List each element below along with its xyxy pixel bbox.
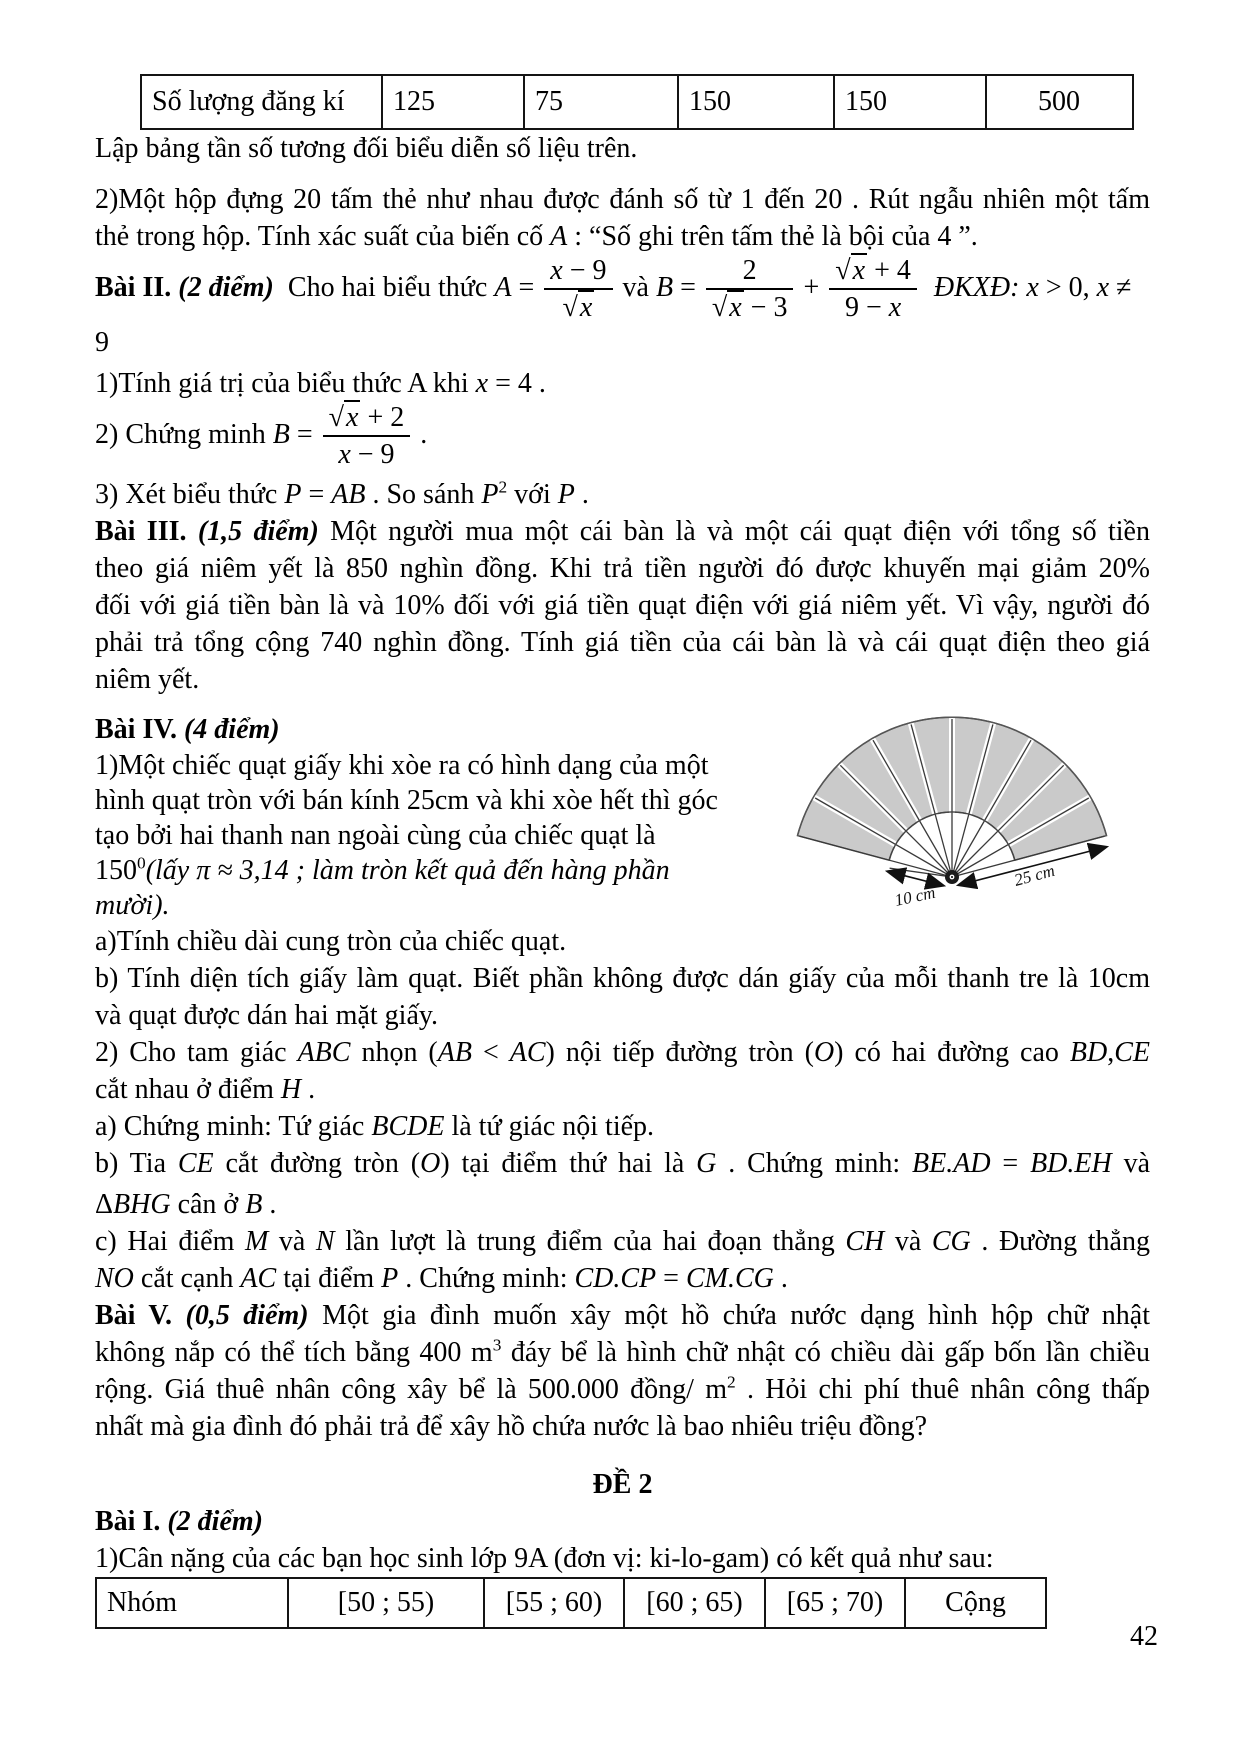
table-cell: 75	[524, 75, 678, 129]
text-run: BD	[1069, 1037, 1108, 1069]
fraction-numerator	[829, 255, 917, 290]
text-run: ABC	[297, 1037, 351, 1069]
bai4-geo-part-c-line-1	[95, 1223, 1150, 1260]
text-run: Một người mua một cái bàn là và một cái quạt điện với tổng số tiền	[318, 516, 1150, 548]
table-cell: [60 ; 65)	[624, 1578, 765, 1628]
text-run: 2) Cho tam giác	[95, 1037, 298, 1069]
text-run: CG	[931, 1226, 971, 1258]
text-run: 150	[95, 855, 137, 887]
text-run: 1)Một chiếc quạt giấy khi xòe ra có hình dạng của một	[95, 750, 709, 782]
text-run: và	[268, 1226, 316, 1258]
text-run: .	[413, 418, 428, 450]
text-run: 9 −	[844, 292, 889, 324]
text-run: M	[244, 1226, 269, 1258]
text-run: 2	[742, 255, 757, 286]
fraction	[703, 255, 797, 324]
text-run: Bài I.	[95, 1506, 168, 1538]
table-row-header: Nhóm	[96, 1578, 288, 1628]
table-cell: 125	[382, 75, 524, 129]
text-run: cắt đường tròn (	[213, 1148, 421, 1180]
text-run: N	[315, 1226, 335, 1258]
text-run: 0	[137, 854, 146, 874]
radicand	[344, 400, 360, 433]
text-run: ĐKXĐ: x	[933, 271, 1039, 303]
bai3-line-2	[95, 550, 1150, 587]
bai5-line-1	[95, 1297, 1150, 1334]
text-run: . Chứng minh:	[716, 1148, 913, 1180]
sqrt-expression	[835, 253, 867, 286]
radical-sign-icon: √	[711, 292, 728, 324]
text-run: (lấy π ≈ 3,14 ; làm tròn kết quả đến hàng phần	[145, 855, 670, 887]
text-run: (2 điểm)	[178, 271, 274, 303]
bai4-geo-part-a	[95, 1108, 1150, 1145]
text-run: . Hỏi chi phí thuê nhân công thấp	[735, 1374, 1150, 1406]
text-run: = 4 .	[488, 367, 546, 399]
text-run: 1)Tính giá trị của biểu thức A khi	[95, 367, 476, 399]
text-run: ) có hai đường cao	[834, 1037, 1070, 1069]
text-run: tại điểm	[276, 1263, 382, 1295]
text-run: B	[655, 271, 674, 303]
text-run: B	[272, 418, 290, 450]
text-run: và	[615, 271, 656, 303]
table-row	[96, 1578, 1046, 1628]
paper-fan-figure	[738, 690, 1162, 936]
fraction	[826, 255, 920, 324]
de2-bai1-intro	[95, 1540, 1150, 1577]
bai4-geo-part-b-line-2	[95, 1186, 1150, 1223]
bai3-line-1	[95, 513, 1150, 550]
text-run: P	[284, 479, 302, 511]
text-run: BCDE	[371, 1111, 445, 1143]
bai4-geo-part-c-line-2	[95, 1260, 1150, 1297]
text-run: đối với giá tiền bàn là và 10% đối với giá tiền quạt điện với giá niêm yết. Vì vậy, người đó	[95, 590, 1150, 622]
bai4-geo-part-b-line-1	[95, 1145, 1150, 1182]
bai4-line-5	[95, 888, 735, 923]
radical-sign-icon: √	[562, 292, 578, 324]
bai2-part-3	[95, 476, 1150, 513]
text-run: b) Tia	[95, 1148, 178, 1180]
text-run: phải trả tổng cộng 740 nghìn đồng. Tính giá tiền của cái bàn là và cái quạt điện theo giá	[95, 627, 1150, 659]
fan-rivet-pin	[951, 876, 953, 878]
text-run: AB	[437, 1037, 472, 1069]
line-lap-bang	[95, 130, 1150, 167]
text-run: x	[550, 255, 563, 286]
text-run: không nắp có thể tích bằng 400 m	[95, 1337, 493, 1369]
text-run: hình quạt tròn với bán kính 25cm và khi xòe hết thì góc	[95, 785, 718, 817]
bai4-part-b-line-1	[95, 960, 1150, 997]
fraction-numerator	[706, 255, 794, 290]
bai4-geometry-line-2	[95, 1071, 1150, 1108]
table-cell: 500	[986, 75, 1133, 129]
table-cell: [50 ; 55)	[288, 1578, 484, 1628]
fraction-numerator	[544, 255, 612, 290]
text-run: NO	[95, 1263, 134, 1295]
table-cell: [55 ; 60)	[484, 1578, 624, 1628]
bai4-line-4	[95, 853, 735, 888]
text-run: BD.EH	[1030, 1148, 1112, 1180]
heading-de-2	[95, 1466, 1150, 1503]
bai2-part-1	[95, 365, 1150, 402]
text-run: Bài IV.	[95, 714, 184, 746]
text-run: O	[420, 1148, 441, 1180]
text-run: x	[729, 292, 742, 324]
bai4-part-b-line-2	[95, 997, 1150, 1034]
bai5-line-4	[95, 1408, 1150, 1445]
bai3-line-3	[95, 587, 1150, 624]
text-run	[920, 272, 934, 303]
table-cell: Cộng	[905, 1578, 1046, 1628]
text-run: ) nội tiếp đường tròn (	[545, 1037, 814, 1069]
text-run: x	[338, 439, 351, 471]
radicand	[727, 290, 743, 323]
bai4-line-1	[95, 748, 735, 783]
bai4-geometry-line-1	[95, 1034, 1150, 1071]
registration-count-table	[140, 74, 1134, 130]
text-run: 2) Chứng minh	[95, 418, 273, 450]
text-run: .	[301, 1074, 316, 1106]
text-run: .	[574, 479, 589, 511]
text-run: lần lượt là trung điểm của hai đoạn thẳng	[334, 1226, 846, 1258]
fraction-denominator	[544, 290, 612, 323]
text-run: 1)Cân nặng của các bạn học sinh lớp 9A (đơn vị: ki-lo-gam) có kết quả như sau:	[95, 1543, 994, 1575]
text-run: tạo bởi hai thanh nan ngoài cùng của chiếc quạt là	[95, 820, 656, 852]
text-run: <	[471, 1037, 510, 1069]
text-run: ĐỀ 2	[592, 1469, 653, 1501]
text-run: x	[346, 401, 359, 433]
text-run: 3	[492, 1336, 502, 1356]
text-run: +	[796, 271, 827, 303]
text-run: .	[773, 1263, 788, 1295]
heading-bai-1-de2	[95, 1503, 1150, 1540]
text-run: a) Chứng minh: Tứ giác	[95, 1111, 372, 1143]
text-run: AC	[240, 1263, 277, 1295]
text-run: cân ở	[170, 1189, 246, 1221]
text-run: − 9	[350, 439, 395, 471]
sqrt-expression	[562, 290, 594, 323]
table-cell: 150	[678, 75, 834, 129]
text-run: với	[507, 479, 558, 511]
table-cell: 150	[834, 75, 986, 129]
text-run: O	[813, 1037, 835, 1069]
text-run: 2	[727, 1373, 736, 1393]
text-run: BHG	[113, 1189, 171, 1221]
fraction	[541, 255, 615, 324]
problem-i2-line-1	[95, 181, 1150, 218]
text-run: > 0,	[1038, 271, 1097, 303]
text-run: 2	[498, 478, 508, 498]
text-run: b) Tính diện tích giấy làm quạt. Biết phần không được dán giấy của mỗi thanh tre là 10cm	[95, 963, 1150, 995]
bai2-part-2-formula	[95, 402, 1150, 471]
text-run: (0,5 điểm)	[185, 1300, 309, 1332]
text-run: và quạt được dán hai mặt giấy.	[95, 1000, 439, 1032]
text-run: − 9	[562, 255, 607, 286]
text-run: rộng. Giá thuê nhân công xây bể là 500.000 đồng/ m	[95, 1374, 727, 1406]
text-run: Bài II.	[95, 271, 179, 303]
text-run: =	[301, 479, 332, 511]
text-run: CM.CG	[685, 1263, 774, 1295]
sqrt-expression	[329, 400, 361, 433]
text-run: CD.CP	[574, 1263, 657, 1295]
text-run: cắt nhau ở điểm	[95, 1074, 281, 1106]
text-run: + 2	[360, 401, 405, 433]
text-run: đáy bể là hình chữ nhật có chiều dài gấp bốn lần chiều	[501, 1337, 1150, 1369]
text-run: . Chứng minh:	[398, 1263, 575, 1295]
table-cell: [65 ; 70)	[765, 1578, 905, 1628]
text-run: =	[289, 418, 320, 450]
text-run: H	[280, 1074, 302, 1106]
fraction-numerator	[323, 402, 411, 437]
fraction	[320, 402, 414, 471]
text-run: =	[673, 271, 703, 303]
radical-sign-icon: √	[328, 401, 345, 433]
text-run: x	[579, 292, 593, 324]
text-run: CE	[1114, 1037, 1150, 1069]
text-run: thẻ trong hộp. Tính xác suất của biến cố	[95, 221, 551, 252]
text-run: a)Tính chiều dài cung tròn của chiếc quạt.	[95, 926, 567, 958]
text-run: G	[696, 1148, 717, 1180]
text-run: mười).	[95, 890, 170, 922]
text-run: =	[656, 1263, 686, 1295]
text-run: nhọn (	[350, 1037, 438, 1069]
text-run: x	[475, 367, 489, 399]
text-run: ) tại điểm thứ hai là	[440, 1148, 697, 1180]
text-run: CE	[177, 1148, 214, 1180]
dimension-label-10cm: 10 cm	[892, 882, 938, 910]
text-run: x	[852, 255, 866, 286]
text-run: c) Hai điểm	[95, 1226, 245, 1258]
text-run: .	[262, 1189, 277, 1221]
text-run: + 4	[867, 255, 911, 286]
text-run: ≠ 9	[95, 271, 1132, 358]
problem-i2-line-2	[95, 218, 1150, 255]
weight-groups-table	[95, 1577, 1047, 1629]
text-run: theo giá niêm yết là 850 nghìn đồng. Khi trả tiền người đó được khuyến mại giảm 20%	[95, 553, 1150, 585]
text-run: P	[381, 1263, 399, 1295]
text-run: P	[557, 479, 575, 511]
heading-bai-2-formula	[95, 255, 1150, 361]
text-run: : “Số ghi trên tấm thẻ là bội của 4 ”.	[567, 221, 978, 252]
page-number: 42	[1130, 1621, 1158, 1652]
text-run: . So sánh	[365, 479, 482, 511]
radical-sign-icon: √	[835, 255, 851, 286]
text-run: CH	[845, 1226, 885, 1258]
bai3-line-4	[95, 624, 1150, 661]
text-run: P	[481, 479, 499, 511]
text-run: Bài III.	[95, 516, 198, 548]
text-run: cắt cạnh	[133, 1263, 241, 1295]
bai4-line-2	[95, 783, 735, 818]
text-run: AC	[509, 1037, 546, 1069]
text-run: (4 điểm)	[183, 714, 280, 746]
fraction-denominator	[323, 437, 411, 470]
text-run: A	[550, 221, 568, 252]
fraction-denominator	[706, 290, 794, 323]
text-run: (2 điểm)	[167, 1506, 263, 1538]
text-run: x	[888, 292, 902, 324]
text-run: Bài V.	[95, 1300, 186, 1332]
text-run: Cho hai biểu thức	[273, 271, 495, 303]
text-run: và	[884, 1226, 932, 1258]
text-run: Lập bảng tần số tương đối biểu diễn số liệu trên.	[95, 133, 638, 164]
table-row-header: Số lượng đăng kí	[141, 75, 382, 129]
text-run: và	[1111, 1148, 1151, 1180]
text-run: (1,5 điểm)	[197, 516, 319, 548]
text-run: niêm yết.	[95, 664, 200, 696]
text-run: 2)Một hộp đựng 20 tấm thẻ như nhau được đánh số từ 1 đến 20 . Rút ngẫu nhiên một tấm	[95, 184, 1150, 215]
text-run: ,	[1107, 1037, 1115, 1069]
text-run: Một gia đình muốn xây một hồ chứa nước dạng hình hộp chữ nhật	[308, 1300, 1151, 1332]
bai5-line-3	[95, 1371, 1150, 1408]
text-run: B	[245, 1189, 263, 1221]
text-run: =	[990, 1148, 1031, 1180]
text-run: x	[1096, 271, 1110, 303]
table-row	[141, 75, 1133, 129]
sqrt-expression	[712, 290, 744, 323]
text-run: AB	[331, 479, 366, 511]
text-run: 3) Xét biểu thức	[95, 479, 285, 511]
radicand	[578, 290, 594, 323]
text-run: A	[494, 271, 512, 303]
text-run: Δ	[95, 1189, 114, 1221]
text-run: . Đường thẳng	[970, 1226, 1150, 1258]
text-run: =	[511, 271, 542, 303]
fraction-denominator	[829, 290, 917, 323]
text-run: nhất mà gia đình đó phải trả để xây hồ chứa nước là bao nhiêu triệu đồng?	[95, 1411, 928, 1443]
text-run: là tứ giác nội tiếp.	[444, 1111, 655, 1143]
text-run: − 3	[743, 292, 788, 324]
radicand	[851, 253, 867, 286]
bai4-line-3	[95, 818, 735, 853]
dimension-label-25cm: 25 cm	[1012, 860, 1057, 890]
text-run: BE.AD	[912, 1148, 991, 1180]
dimension-arrow-10cm	[888, 872, 943, 886]
bai5-line-2	[95, 1334, 1150, 1371]
